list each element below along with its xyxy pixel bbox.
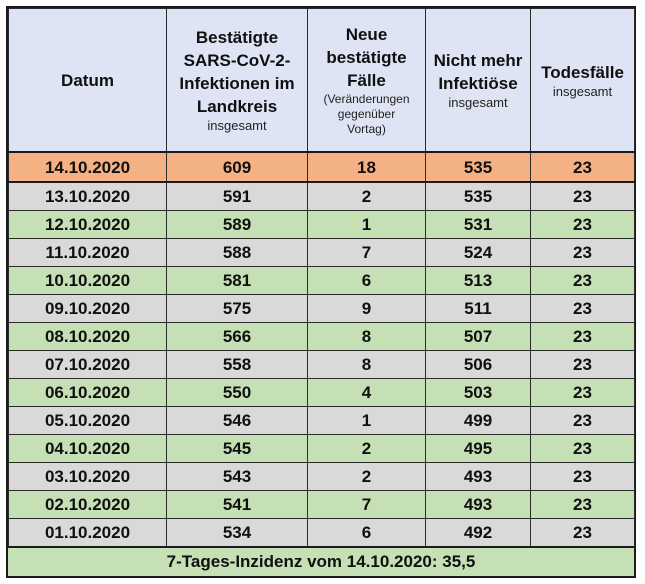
cell-date: 05.10.2020: [9, 407, 167, 435]
cell-deaths: 23: [531, 435, 635, 463]
header-new-line: Fälle: [347, 71, 386, 90]
cell-new: 8: [308, 351, 426, 379]
header-new-line: bestätigte: [326, 48, 407, 67]
cell-confirmed: 581: [167, 267, 308, 295]
cell-recovered: 535: [426, 182, 531, 211]
cell-date: 11.10.2020: [9, 239, 167, 267]
header-confirmed: [167, 9, 308, 153]
table-row: [9, 407, 635, 435]
cell-new: 6: [308, 519, 426, 547]
header-date-label: Datum: [61, 70, 114, 90]
cell-recovered: 493: [426, 491, 531, 519]
table-row: [9, 463, 635, 491]
cell-new: 4: [308, 379, 426, 407]
table-row: [9, 491, 635, 519]
header-new: [308, 9, 426, 153]
cell-recovered: 495: [426, 435, 531, 463]
cell-confirmed: 609: [167, 152, 308, 182]
cell-confirmed: 589: [167, 211, 308, 239]
cell-deaths: 23: [531, 182, 635, 211]
cell-date: 09.10.2020: [9, 295, 167, 323]
table-row: [9, 379, 635, 407]
cell-recovered: 513: [426, 267, 531, 295]
header-new-sub: gegenüber: [337, 107, 396, 121]
cell-confirmed: 545: [167, 435, 308, 463]
cell-recovered: 524: [426, 239, 531, 267]
cell-recovered: 535: [426, 152, 531, 182]
cell-date: 02.10.2020: [9, 491, 167, 519]
cell-confirmed: 546: [167, 407, 308, 435]
cell-new: 7: [308, 239, 426, 267]
cell-new: 2: [308, 182, 426, 211]
cell-confirmed: 541: [167, 491, 308, 519]
cell-date: 07.10.2020: [9, 351, 167, 379]
table-row: [9, 239, 635, 267]
cell-deaths: 23: [531, 351, 635, 379]
cell-recovered: 503: [426, 379, 531, 407]
header-deaths-sub: insgesamt: [552, 83, 613, 99]
header-new-sub: Vortag): [347, 122, 386, 136]
cell-date: 04.10.2020: [9, 435, 167, 463]
header-confirmed-line: Landkreis: [196, 97, 278, 116]
table-body: [9, 152, 635, 547]
cell-date: 06.10.2020: [9, 379, 167, 407]
cell-deaths: 23: [531, 379, 635, 407]
header-confirmed-line: Infektionen im: [179, 74, 295, 93]
table-row: [9, 267, 635, 295]
cell-date: 03.10.2020: [9, 463, 167, 491]
cell-new: 8: [308, 323, 426, 351]
cell-deaths: 23: [531, 295, 635, 323]
cell-recovered: 493: [426, 463, 531, 491]
cell-new: 2: [308, 463, 426, 491]
header-new-sub: (Veränderungen: [323, 92, 410, 106]
header-recovered-line: Nicht mehr: [433, 51, 523, 70]
cell-recovered: 531: [426, 211, 531, 239]
header-deaths-line: Todesfälle: [541, 62, 624, 82]
cell-new: 1: [308, 211, 426, 239]
table-row: [9, 435, 635, 463]
cell-date: 01.10.2020: [9, 519, 167, 547]
cell-deaths: 23: [531, 323, 635, 351]
cell-recovered: 507: [426, 323, 531, 351]
cell-new: 9: [308, 295, 426, 323]
cell-recovered: 506: [426, 351, 531, 379]
table-row: [9, 323, 635, 351]
cell-new: 1: [308, 407, 426, 435]
cell-date: 12.10.2020: [9, 211, 167, 239]
header-confirmed-sub: insgesamt: [207, 118, 267, 133]
cell-new: 18: [308, 152, 426, 182]
header-new-line: Neue: [345, 25, 388, 44]
covid-statistics-table: [8, 8, 635, 547]
table-row: [9, 295, 635, 323]
header-row: [9, 9, 635, 153]
cell-deaths: 23: [531, 239, 635, 267]
cell-recovered: 511: [426, 295, 531, 323]
header-deaths: [531, 9, 635, 153]
cell-new: 2: [308, 435, 426, 463]
table-row: [9, 182, 635, 211]
cell-confirmed: 558: [167, 351, 308, 379]
table-row: [9, 519, 635, 547]
cell-confirmed: 550: [167, 379, 308, 407]
cell-deaths: 23: [531, 491, 635, 519]
cell-date: 14.10.2020: [9, 152, 167, 182]
cell-confirmed: 575: [167, 295, 308, 323]
cell-confirmed: 566: [167, 323, 308, 351]
cell-deaths: 23: [531, 407, 635, 435]
header-confirmed-line: Bestätigte: [195, 28, 279, 47]
cell-date: 13.10.2020: [9, 182, 167, 211]
cell-date: 08.10.2020: [9, 323, 167, 351]
cell-date: 10.10.2020: [9, 267, 167, 295]
cell-deaths: 23: [531, 152, 635, 182]
incidence-footer: 7-Tages-Inzidenz vom 14.10.2020: 35,5: [8, 546, 634, 576]
cell-recovered: 492: [426, 519, 531, 547]
cell-confirmed: 588: [167, 239, 308, 267]
header-confirmed-line: SARS-CoV-2-: [183, 51, 291, 70]
header-date: [9, 9, 167, 153]
header-recovered: [426, 9, 531, 153]
cell-confirmed: 591: [167, 182, 308, 211]
covid-statistics-table-frame: [6, 6, 636, 578]
cell-confirmed: 543: [167, 463, 308, 491]
cell-confirmed: 534: [167, 519, 308, 547]
table-row: [9, 211, 635, 239]
header-recovered-sub: insgesamt: [448, 95, 508, 110]
table-row: [9, 152, 635, 182]
header-recovered-line: Infektiöse: [438, 74, 518, 93]
cell-deaths: 23: [531, 519, 635, 547]
cell-new: 7: [308, 491, 426, 519]
cell-new: 6: [308, 267, 426, 295]
cell-deaths: 23: [531, 267, 635, 295]
cell-recovered: 499: [426, 407, 531, 435]
cell-deaths: 23: [531, 211, 635, 239]
table-row: [9, 351, 635, 379]
cell-deaths: 23: [531, 463, 635, 491]
